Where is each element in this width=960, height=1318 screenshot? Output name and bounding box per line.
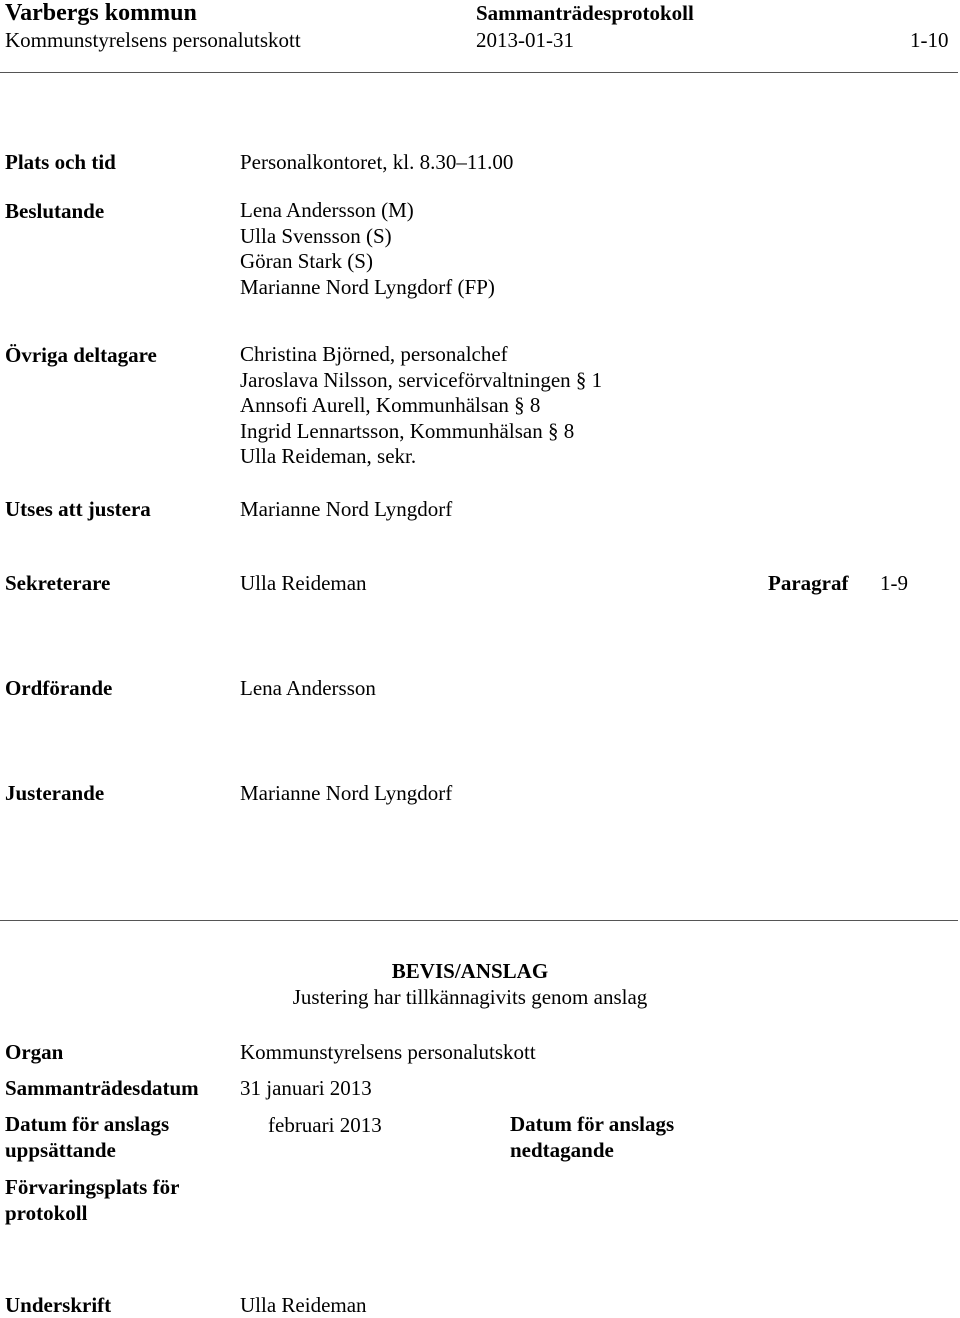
removed-label: [510, 1112, 674, 1163]
other-participant: Annsofi Aurell, Kommunhälsan § 8: [240, 393, 541, 417]
paragraph-label: Paragraf: [768, 571, 849, 595]
adjust-value: Marianne Nord Lyngdorf: [240, 497, 453, 521]
other-participant: Ulla Reideman, sekr.: [240, 444, 417, 468]
paragraph-value: 1-9: [880, 571, 908, 595]
adjuster-label: Justerande: [5, 781, 105, 805]
posted-label-line: Datum för anslags: [5, 1112, 170, 1136]
deciding-member: Göran Stark (S): [240, 249, 373, 273]
place-label: Plats och tid: [5, 150, 116, 174]
deciding-label: Beslutande: [5, 199, 105, 223]
storage-label: [5, 1175, 179, 1226]
organization-name: Varbergs kommun: [5, 0, 197, 26]
removed-label-line: Datum för anslags: [510, 1112, 675, 1136]
organ-label: Organ: [5, 1040, 64, 1064]
deciding-member: Marianne Nord Lyngdorf (FP): [240, 274, 495, 299]
secretary-value: Ulla Reideman: [240, 571, 367, 595]
deciding-list: [240, 198, 495, 300]
meeting-date-value: 31 januari 2013: [240, 1076, 372, 1100]
chair-value: Lena Andersson: [240, 676, 376, 700]
removed-label-line: nedtagande: [510, 1137, 614, 1162]
document-type: Sammanträdesprotokoll: [476, 1, 694, 25]
storage-label-line: Förvaringsplats för: [5, 1175, 180, 1199]
chair-label: Ordförande: [5, 676, 113, 700]
other-participant: Jaroslava Nilsson, serviceförvaltningen § 1: [240, 367, 603, 392]
page-range: 1-10: [910, 28, 949, 52]
deciding-member: Lena Andersson (M): [240, 198, 414, 222]
adjust-label: Utses att justera: [5, 497, 151, 521]
other-participant: Christina Björned, personalchef: [240, 342, 508, 366]
notice-subtitle: Justering har tillkännagivits genom anslag: [292, 985, 648, 1009]
header-divider: [0, 72, 958, 73]
notice-divider: [0, 920, 958, 921]
other-participant: Ingrid Lennartsson, Kommunhälsan § 8: [240, 418, 575, 443]
posted-label-line: uppsättande: [5, 1137, 116, 1162]
deciding-member: Ulla Svensson (S): [240, 223, 392, 248]
organ-value: Kommunstyrelsens personalutskott: [240, 1040, 536, 1064]
storage-label-line: protokoll: [5, 1200, 88, 1225]
secretary-label: Sekreterare: [5, 571, 111, 595]
others-list: [240, 342, 602, 470]
signature-value: Ulla Reideman: [240, 1293, 367, 1317]
posted-value: februari 2013: [268, 1113, 382, 1137]
committee-name: Kommunstyrelsens personalutskott: [5, 28, 301, 52]
adjuster-value: Marianne Nord Lyngdorf: [240, 781, 453, 805]
place-value: Personalkontoret, kl. 8.30–11.00: [240, 150, 514, 174]
meeting-date: 2013-01-31: [476, 28, 574, 52]
signature-label: Underskrift: [5, 1293, 112, 1317]
others-label: Övriga deltagare: [5, 343, 157, 367]
notice-title: BEVIS/ANSLAG: [391, 959, 549, 983]
posted-label: [5, 1112, 169, 1163]
meeting-date-label: Sammanträdesdatum: [5, 1076, 199, 1100]
